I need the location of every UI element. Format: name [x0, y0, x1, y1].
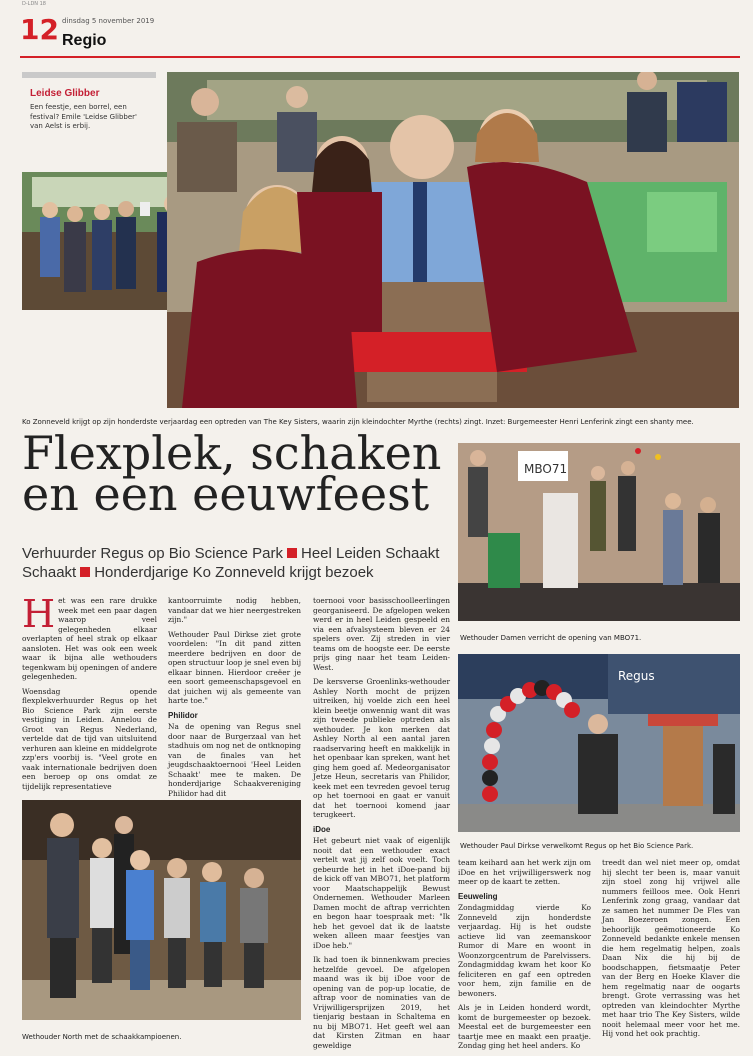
issue-date: dinsdag 5 november 2019 — [62, 17, 155, 25]
regus-caption: Wethouder Paul Dirkse verwelkomt Regus op het Bio Science Park. — [460, 842, 694, 850]
article-subheading: Philidor — [168, 710, 198, 720]
article-column-4 — [458, 858, 591, 1056]
article-paragraph: kantoorruimte nodig hebben, vandaar dat we hier neergestreken zijn." — [168, 596, 301, 624]
article-paragraph: Zondagmiddag vierde Ko Zonneveld zijn honderdste verjaardag. Hij is het oudste actieve lid van zeemanskoor Rumor di Mare en woont in Woonzorgcentrum de Parelvissers. Zondagmiddag kwam het koor Ko feliciteren en gaf een optreden voor hem, zijn familie en de bewoners. — [458, 903, 591, 998]
article-paragraph: De kersverse Groenlinks-wethouder Ashley North mocht de prijzen uitreiken, hij voelde zich een heel klein beetje onwennig want dit was zijn tweede publieke optreden als wethouder. Je kon merken dat Ashley North al een aantal jaren raadservaring heeft en makkelijk in het openbaar kan spreken, want het ging hem goed af. Medeorganisator Jetze Heun, secretaris van Philidor, keek met een tevreden gevoel terug op het toernooi en gaat er vanuit dat het toernooi komend jaar terugkeert. — [313, 677, 450, 819]
photo-regus — [458, 654, 740, 832]
subhead-part-2b: Schaakt — [22, 564, 77, 581]
mbo-caption: Wethouder Damen verricht de opening van MBO71. — [460, 634, 642, 642]
column-box — [22, 72, 156, 160]
article-column-3 — [313, 596, 450, 1055]
page-number: 12 — [20, 13, 59, 46]
drop-cap: H — [22, 592, 56, 636]
article-paragraph: Wethouder Paul Dirkse ziet grote voordelen: "In dit pand zitten meerdere bedrijven en door de open structuur loop je snel even bij elkaar binnen. Hierdoor creëer je een soort gemeenschapsgevoel en dat juichen wij als gemeente van harte toe." — [168, 629, 301, 705]
article-subheadline — [22, 544, 452, 582]
article-headline: Flexplek, schaken en een eeuwfeest — [22, 426, 442, 521]
article-paragraph: Als je in Leiden honderd wordt, komt de burgemeester op bezoek. Meestal eet de burgemeester een taartje mee en maakt een praatje. Zondag ging het heel anders. Ko — [458, 1003, 591, 1050]
page-header-code: D-LDN 18 — [22, 1, 46, 7]
bullet-square-icon — [80, 567, 90, 577]
article-paragraph: Woensdag opende flexplekverhuurder Regus op het Bio Science Park zijn eerste vestiging in Leiden. Annelou de Groot van Regus Nederland, vertelde dat de tijd van uitsluitend verhuren aan kleine en middelgrote zzp'ers voorbij is. "Veel grote en vaak internationale bedrijven doen een beroep op ons omdat ze tijdelijk representatieve — [22, 686, 157, 791]
bullet-square-icon — [287, 548, 297, 558]
column-intro: Een feestje, een borrel, een festival? Emile 'Leidse Glibber' van Aelst is erbij. — [30, 103, 137, 130]
photo-mbo71 — [458, 443, 740, 621]
subhead-part-1: Verhuurder Regus op Bio Science Park — [22, 545, 283, 562]
subhead-part-2: Heel Leiden Schaakt — [300, 545, 440, 562]
article-subheading: iDoe — [313, 824, 331, 834]
article-paragraph: toernooi voor basisschoolleerlingen georganiseerd. De afgelopen weken werd er in heel Leiden gespeeld en via een afvalsysteem bleven er 24 spelers over. Zij streden in vier teams om de hoogste eer. De eerste prijs ging naar het team Leiden-West. — [313, 596, 450, 672]
section-title: Regio — [62, 32, 107, 49]
article-subheading: Eeuweling — [458, 891, 498, 901]
article-paragraph: Na de opening van Regus snel door naar de Burgerzaal van het stadhuis om nog net de ontknoping van de finales van het jeugdschaaktoernooi 'Heel Leiden Schaakt' mee te maken. De honderdjarige Schaakvereniging Philidor had dit — [168, 722, 301, 798]
main-photo — [167, 72, 739, 408]
article-column-1 — [22, 592, 157, 796]
article-paragraph: team keihard aan het werk zijn om iDoe en het vrijwilligerswerk nog meer op de kaart te zetten. — [458, 858, 591, 886]
article-paragraph: Ik had toen ik binnenkwam precies hetzelfde gevoel. De afgelopen maand was ik bij iDoe voor de opening van de pop-up locatie, de aftrap voor de nominaties van de Vrijwilligersprijzen 2019, het tienjarig bestaan in Schaltema en nu bij MBO71. Het geeft wel aan dat Kirsten Zitman en haar geweldige — [313, 955, 450, 1050]
subhead-part-3: Honderdjarige Ko Zonneveld krijgt bezoek — [94, 564, 374, 581]
regus-sign: Regus — [618, 669, 655, 683]
article-paragraph: Het gebeurt niet vaak of eigenlijk nooit dat een wethouder exact vertelt wat jij zelf ook voelt. Toch gebeurde het in het iDoe-pand bij de kick off van MBO71, het platform voor Maatschappelijk Bewust Ondernemen. Wethouder Marleen Damen mocht de aftrap verrichten en begon haar toespraak met: "Ik heb het gevoel dat ik de laatste weken alleen maar feestjes van iDoe heb." — [313, 836, 450, 950]
main-photo-caption: Ko Zonneveld krijgt op zijn honderdste verjaardag een optreden van The Key Sisters, waarin zijn kleindochter Myrthe (rechts) zingt. Inzet: Burgemeester Henri Lenferink zingt een shanty mee. — [22, 418, 694, 426]
article-column-5 — [602, 858, 740, 1044]
article-column-2 — [168, 596, 301, 803]
article-paragraph: treedt dan wel niet meer op, omdat hij slecht ter been is, maar vanuit zijn stoel zong hij vrijwel alle nummers feilloos mee. Ook Henri Lenferink zong graag, vandaar dat ze samen het nummer De Fles van Jan Boezeroen zongen. Een behoorlijk geëmotioneerde Ko Zonneveld bedankte enkele mensen die hem regelmatig helpen, zoals Daan Nix die hij bij de boodschappen, fietsmaatje Peter van der Berg en Hoeke Klaver die hem regelmatig naar de oogarts brengt. Grote verrassing was het optreden van kleindochter Myrthe met haar trio The Key Sisters, wilde nooit helemaal meer voor het me. Hij vond het ook prachtig. — [602, 858, 740, 1038]
photo-chess-champions — [22, 800, 301, 1020]
chess-caption: Wethouder North met de schaakkampioenen. — [22, 1033, 182, 1041]
article-paragraph: Het was een rare drukke week met een paar dagen waarop veel gelegenheden elkaar overlapten of heel strak op elkaar aansloten. Het was ook een week waar ik bijna alle wethouders tegenkwam bij openingen of andere gelegenheden. — [22, 592, 157, 681]
column-title: Leidse Glibber — [30, 88, 100, 99]
header-rule — [20, 56, 740, 58]
mbo-sign: MBO71 — [524, 462, 568, 476]
